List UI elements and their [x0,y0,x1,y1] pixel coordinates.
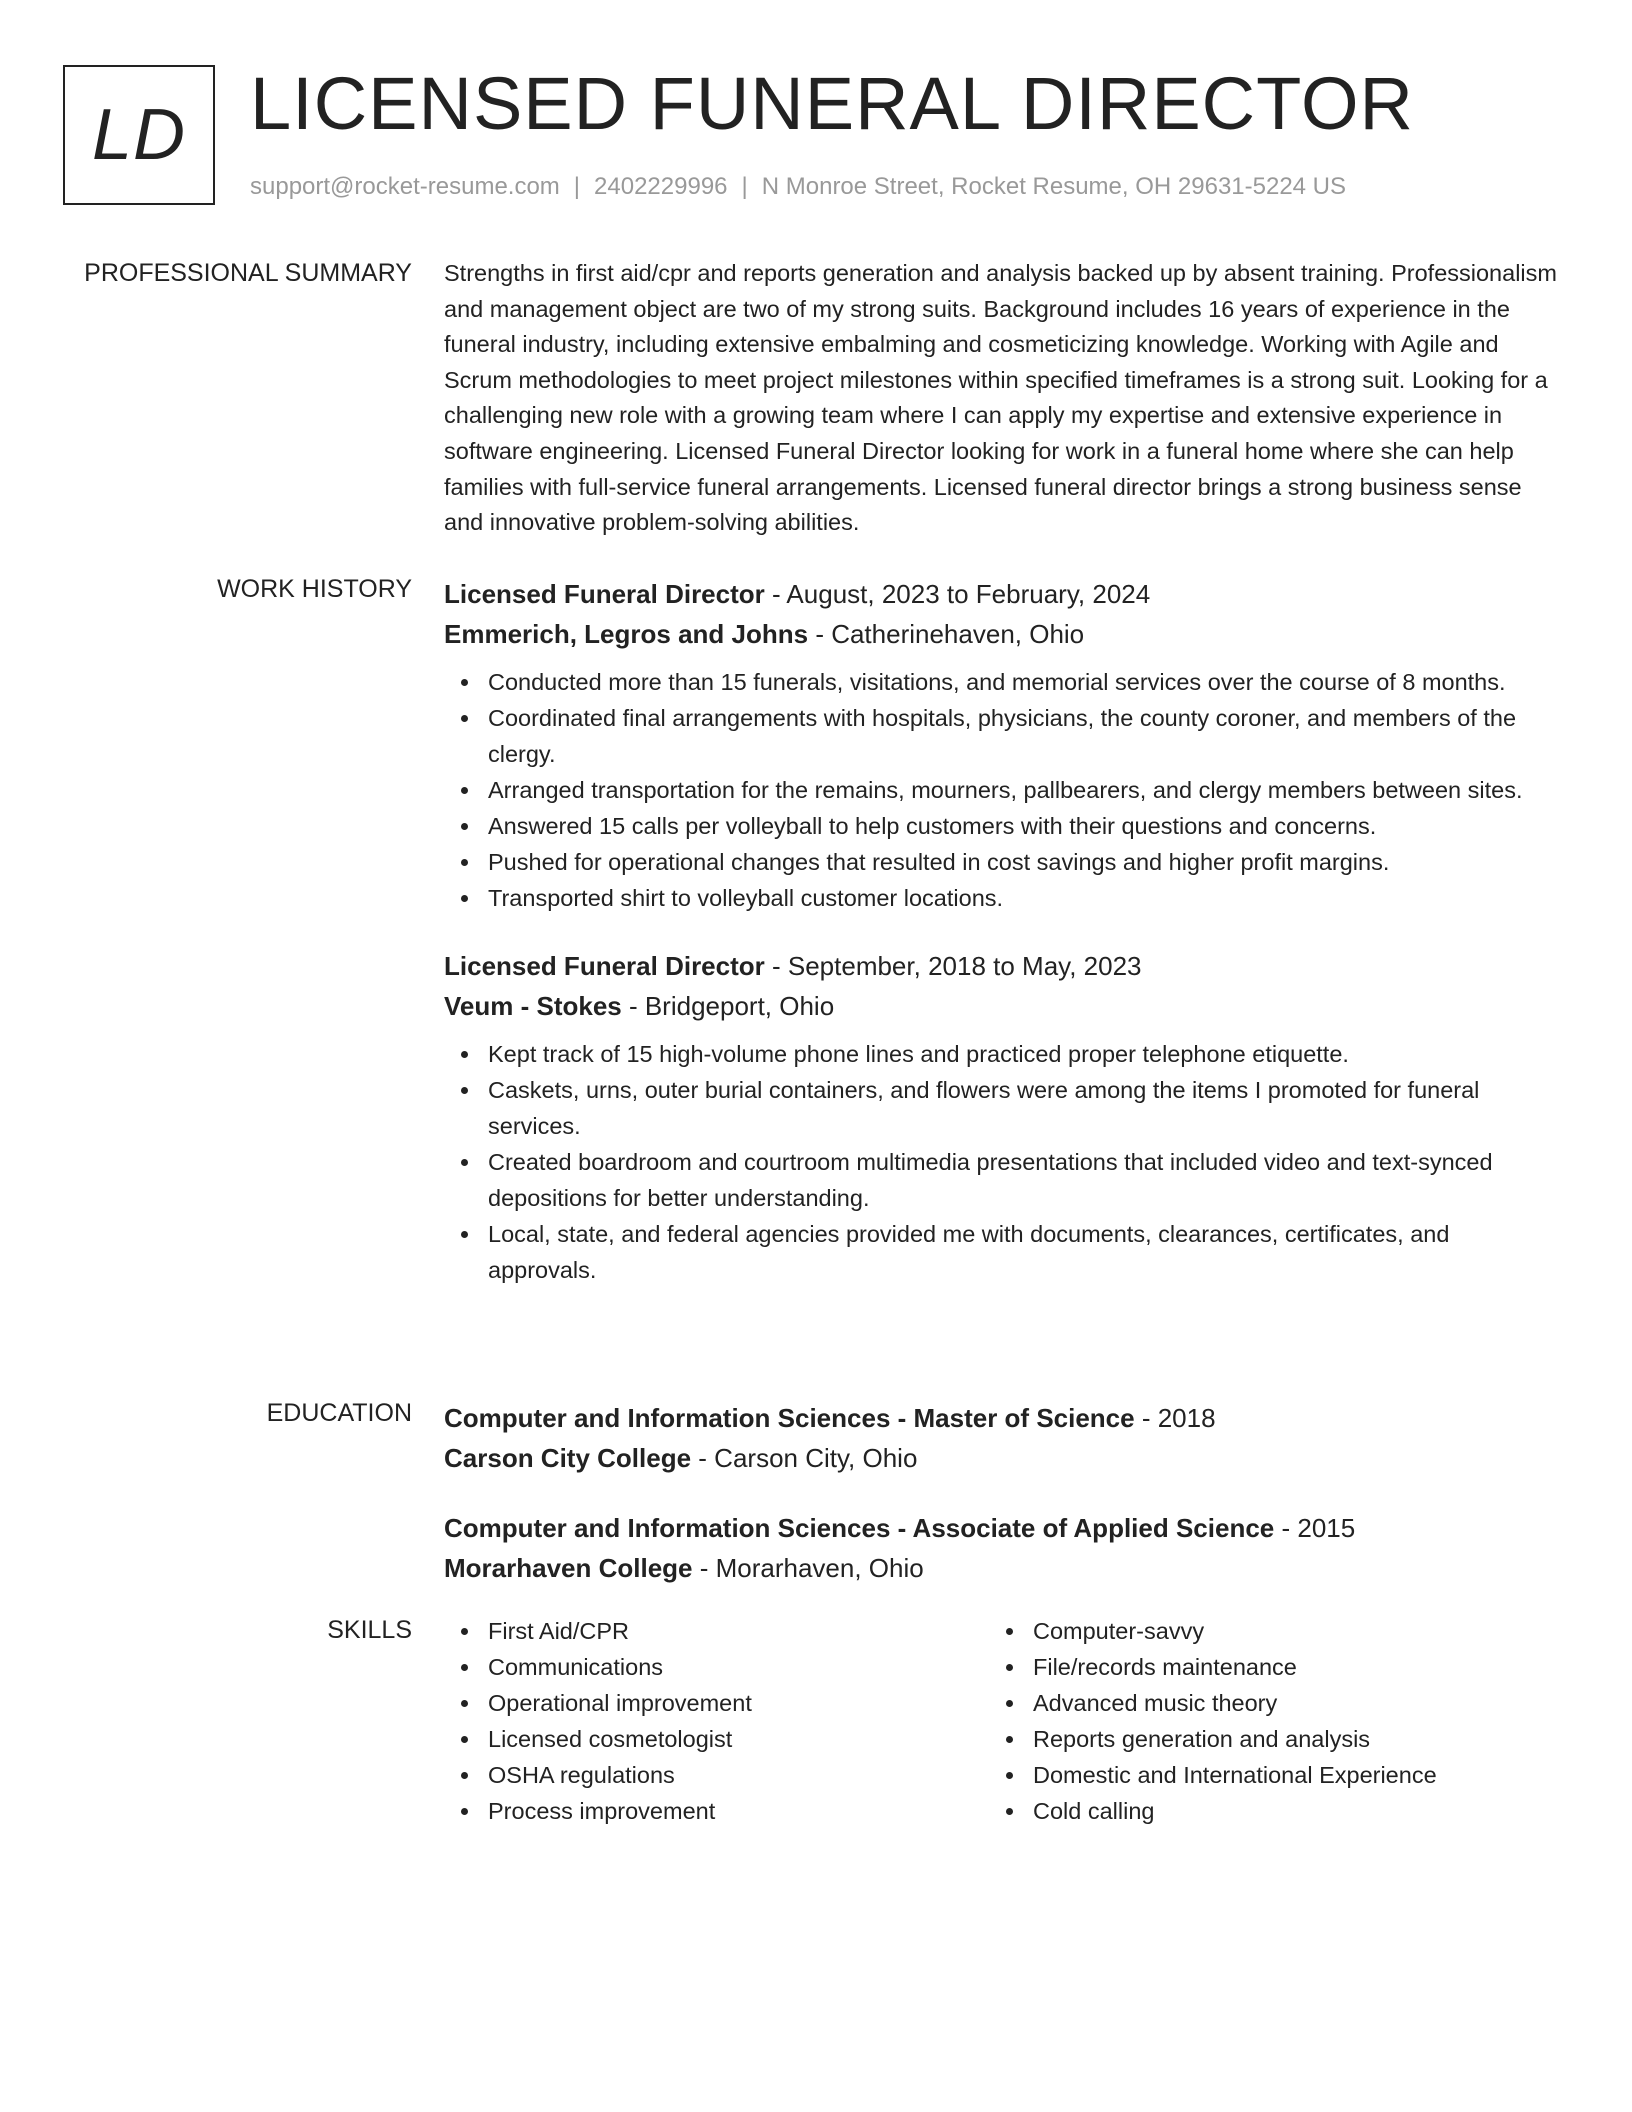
list-item: Arranged transportation for the remains, mourners, pallbearers, and clergy members between sites. [444,772,1560,808]
list-item: Process improvement [444,1793,989,1829]
skills-column-right [989,1613,1534,1829]
education-entry [444,1398,1560,1478]
job-company-line [444,986,1560,1026]
degree-name: Computer and Information Sciences - Associate of Applied Science [444,1513,1275,1543]
list-item: Coordinated final arrangements with hospitals, physicians, the county coroner, and members of the clergy. [444,700,1560,772]
contact-address: N Monroe Street, Rocket Resume, OH 29631-5224 US [761,173,1347,200]
list-item: Reports generation and analysis [989,1721,1534,1757]
list-item: Domestic and International Experience [989,1757,1534,1793]
degree-line [444,1508,1560,1548]
list-item: Answered 15 calls per volleyball to help customers with their questions and concerns. [444,808,1560,844]
job-role: Licensed Funeral Director [444,951,765,981]
summary-body [444,258,1560,541]
degree-line [444,1398,1560,1438]
section-title-skills: SKILLS [327,1616,412,1644]
job-duties-list [444,664,1560,916]
degree-year: - 2018 [1134,1403,1216,1433]
list-item: Licensed cosmetologist [444,1721,989,1757]
list-item: Created boardroom and courtroom multimedia presentations that included video and text-synced depositions for better understanding. [444,1144,1560,1216]
list-item: Caskets, urns, outer burial containers, and flowers were among the items I promoted for funeral services. [444,1072,1560,1144]
monogram-logo: LD [63,65,215,205]
list-item: Pushed for operational changes that resulted in cost savings and higher profit margins. [444,844,1560,880]
list-item: File/records maintenance [989,1649,1534,1685]
job-title-line [444,574,1560,614]
contact-separator: | [573,173,581,200]
degree-name: Computer and Information Sciences - Master of Science [444,1403,1135,1433]
summary-text: Strengths in first aid/cpr and reports generation and analysis backed up by absent training. Professionalism and management object are two of my strong suits. Background includes 16 years of experience in the funeral industry, including extensive embalming and cosmeticizing knowledge. Working with Agile and Scrum methodologies to meet project milestones within specified timeframes is a strong suit. Looking for a challenging new role with a growing team where I can apply my expertise and extensive experience in software engineering. Licensed Funeral Director looking for work in a funeral home where she can help families with full-service funeral arrangements. Licensed funeral director brings a strong business sense and innovative problem-solving abilities. [444,260,1557,536]
work-history-body [444,574,1560,1288]
school-line [444,1548,1560,1588]
education-entry [444,1508,1560,1588]
job-entry [444,946,1560,1288]
list-item: Conducted more than 15 funerals, visitations, and memorial services over the course of 8 months. [444,664,1560,700]
job-dates: - September, 2018 to May, 2023 [764,951,1142,981]
list-item: Kept track of 15 high-volume phone lines and practiced proper telephone etiquette. [444,1036,1560,1072]
job-company: Veum - Stokes [444,991,622,1021]
list-item: First Aid/CPR [444,1613,989,1649]
list-item: Computer-savvy [989,1613,1534,1649]
list-item: Advanced music theory [989,1685,1534,1721]
list-item: Local, state, and federal agencies provided me with documents, clearances, certificates, and approvals. [444,1216,1560,1288]
resume-header [63,64,1569,214]
degree-year: - 2015 [1274,1513,1356,1543]
job-location: - Catherinehaven, Ohio [808,619,1085,649]
school-name: Carson City College [444,1443,692,1473]
job-entry [444,574,1560,916]
job-duties-list [444,1036,1560,1288]
section-title-education: EDUCATION [266,1399,412,1427]
skills-body [444,1615,1560,1829]
job-company: Emmerich, Legros and Johns [444,619,809,649]
education-body [444,1398,1560,1588]
contact-email: support@rocket-resume.com [250,173,560,200]
school-name: Morarhaven College [444,1553,693,1583]
list-item: OSHA regulations [444,1757,989,1793]
job-title-line [444,946,1560,986]
school-location: - Morarhaven, Ohio [692,1553,924,1583]
list-item: Transported shirt to volleyball customer locations. [444,880,1560,916]
contact-separator: | [741,173,748,200]
contact-line [250,172,1346,202]
job-location: - Bridgeport, Ohio [621,991,835,1021]
page-title: LICENSED FUNERAL DIRECTOR [250,62,1414,145]
list-item: Cold calling [989,1793,1534,1829]
contact-phone: 2402229996 [594,173,728,200]
skills-list [989,1613,1534,1829]
school-line [444,1438,1560,1478]
skills-list [444,1613,989,1829]
job-dates: - August, 2023 to February, 2024 [764,579,1151,609]
skills-column-left [444,1613,989,1829]
job-role: Licensed Funeral Director [444,579,765,609]
list-item: Operational improvement [444,1685,989,1721]
section-title-summary: PROFESSIONAL SUMMARY [84,259,412,287]
skills-grid [444,1613,1560,1829]
list-item: Communications [444,1649,989,1685]
section-title-work-history: WORK HISTORY [217,575,412,603]
school-location: - Carson City, Ohio [691,1443,918,1473]
job-company-line [444,614,1560,654]
